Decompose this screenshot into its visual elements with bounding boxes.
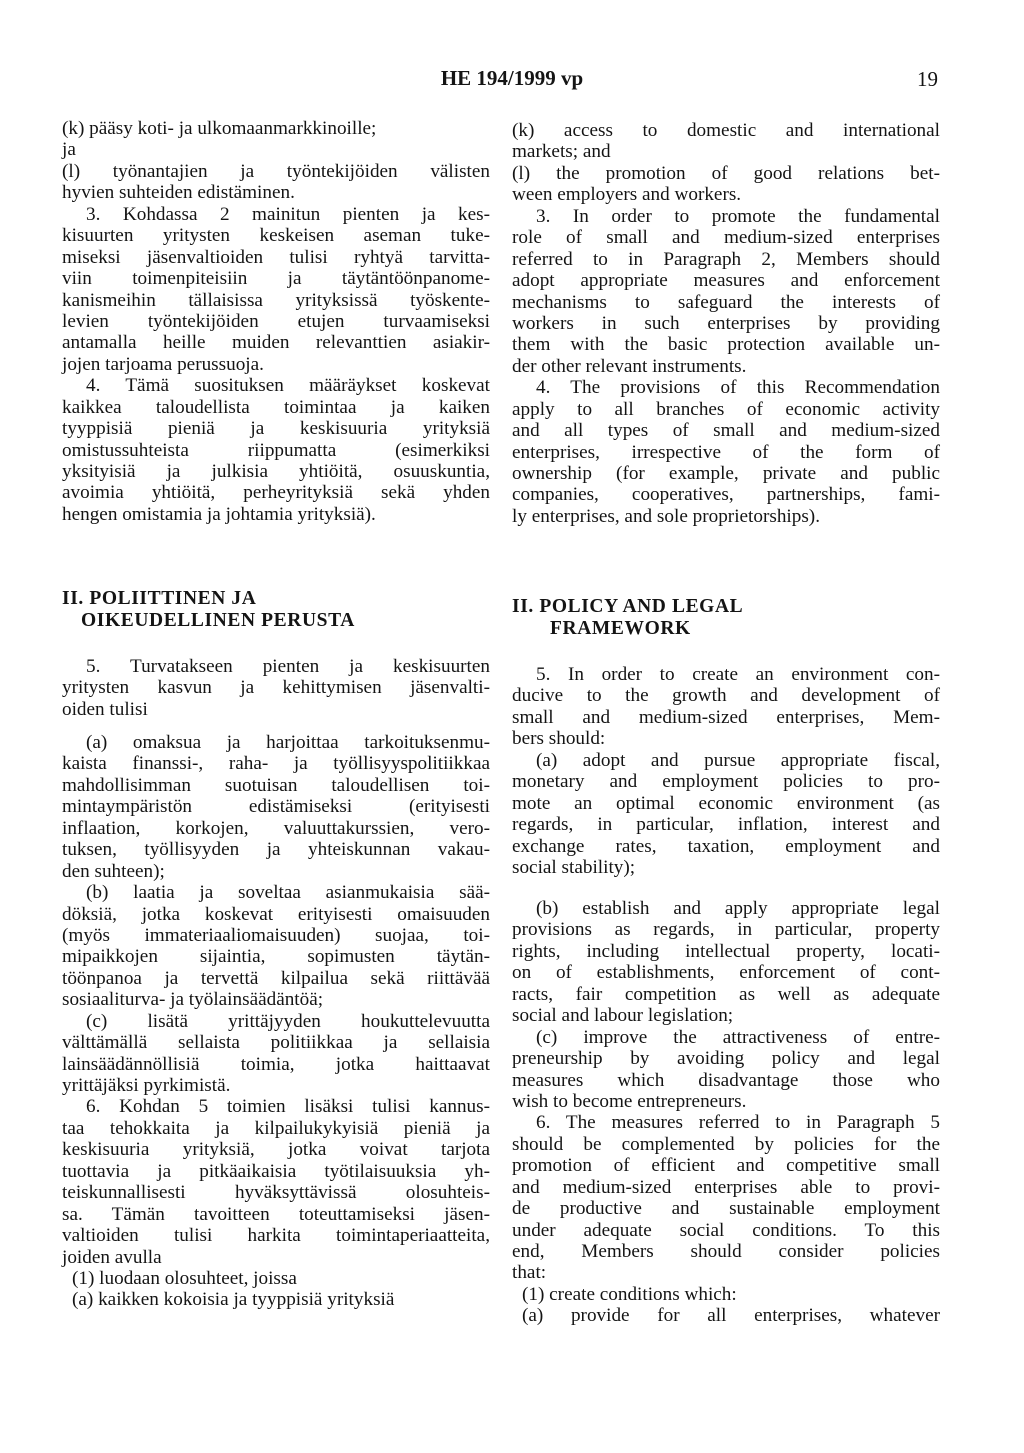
document-title: HE 194/1999 vp bbox=[440, 66, 584, 90]
text-line: taa tehokkaita ja kilpailukykyisiä pieniä ja bbox=[62, 1117, 490, 1139]
text-line: and medium-sized enterprises able to provi- bbox=[512, 1176, 940, 1198]
text-line: monetary and employment policies to pro- bbox=[512, 771, 940, 793]
text-line: keskisuuria yrityksiä, jotka voivat tarjota bbox=[62, 1139, 490, 1161]
text-line: kanismeihin tällaisissa yrityksissä työskente- bbox=[62, 289, 490, 311]
text-line: 6. Kohdan 5 toimien lisäksi tulisi kannus- bbox=[86, 1096, 490, 1118]
text-line: tuksen, työllisyyden ja yhteiskunnan vakau- bbox=[62, 839, 490, 861]
left-text-block-3 bbox=[62, 732, 490, 1311]
left-text-block-1 bbox=[62, 118, 490, 525]
text-line: yksityisiä ja julkisia yhtiöitä, osuuskuntia, bbox=[62, 461, 490, 482]
text-line: 3. In order to promote the fundamental bbox=[536, 205, 940, 227]
text-line: hyvien suhteiden edistäminen. bbox=[62, 182, 295, 204]
text-line: apply to all branches of economic activity bbox=[512, 398, 940, 420]
text-line: 5. In order to create an environment con- bbox=[536, 664, 940, 685]
text-line: mahdollisimman suotuisan taloudellisen toi- bbox=[62, 774, 490, 796]
text-line: 4. The provisions of this Recommendation bbox=[536, 377, 940, 399]
text-line: (a) adopt and pursue appropriate fiscal, bbox=[536, 749, 940, 771]
text-line: regards, in particular, inflation, interest and bbox=[512, 814, 940, 836]
text-line: ducive to the growth and development of bbox=[512, 685, 940, 707]
text-line: tyyppisiä pieniä ja keskisuuria yrityksiä bbox=[62, 418, 490, 440]
text-line: hengen omistamia ja johtamia yrityksiä). bbox=[62, 503, 376, 525]
text-line: (k) pääsy koti- ja ulkomaanmarkkinoille; bbox=[62, 118, 377, 139]
text-line: (l) the promotion of good relations bet- bbox=[512, 162, 940, 184]
text-line: companies, cooperatives, partnerships, fami- bbox=[512, 484, 940, 506]
text-line: (b) laatia ja soveltaa asianmukaisia sää- bbox=[86, 882, 490, 904]
text-line: (c) lisätä yrittäjyyden houkuttelevuutta bbox=[86, 1010, 490, 1032]
text-line: provisions as regards, in particular, property bbox=[512, 919, 940, 941]
text-line: sosiaaliturva- ja työlainsäädäntöä; bbox=[62, 989, 324, 1011]
heading-line: FRAMEWORK bbox=[550, 618, 691, 639]
text-line: should be complemented by policies for the bbox=[512, 1133, 940, 1155]
text-line: döksiä, jotka koskevat erityisesti omaisuuden bbox=[62, 903, 490, 925]
text-line: (1) luodaan olosuhteet, joissa bbox=[72, 1267, 297, 1289]
text-line: preneurship by avoiding policy and legal bbox=[512, 1048, 940, 1070]
text-line: der other relevant instruments. bbox=[512, 355, 747, 377]
heading-line: II. POLIITTINEN JA bbox=[62, 588, 257, 609]
text-line: them with the basic protection available un- bbox=[512, 334, 940, 356]
text-line: (myös immateriaaliomaisuuden) suojaa, toi- bbox=[62, 924, 490, 946]
text-line: 5. Turvatakseen pienten ja keskisuurten bbox=[86, 656, 490, 677]
text-line: small and medium-sized enterprises, Mem- bbox=[512, 706, 940, 728]
text-line: bers should: bbox=[512, 728, 606, 750]
left-section-heading bbox=[62, 588, 490, 632]
left-text-block-2 bbox=[62, 656, 490, 720]
text-line: mechanisms to safeguard the interests of bbox=[512, 291, 940, 313]
text-line: under adequate social conditions. To this bbox=[512, 1219, 940, 1241]
text-line: (a) kaikken kokoisia ja tyyppisiä yrityksiä bbox=[72, 1289, 395, 1311]
text-line: exchange rates, taxation, employment and bbox=[512, 835, 940, 857]
text-line: rights, including intellectual property, locati- bbox=[512, 940, 940, 962]
text-line: wish to become entrepreneurs. bbox=[512, 1090, 747, 1112]
text-line: kaikkea taloudellista toimintaa ja kaiken bbox=[62, 396, 490, 418]
right-text-block-1 bbox=[512, 120, 940, 527]
text-line: on of establishments, enforcement of cont- bbox=[512, 962, 940, 984]
text-line: 4. Tämä suosituksen määräykset koskevat bbox=[86, 375, 490, 397]
text-line: de productive and sustainable employment bbox=[512, 1198, 940, 1220]
text-line: and all types of small and medium-sized bbox=[512, 420, 940, 442]
text-line: kaista finanssi-, raha- ja työllisyyspolitiikkaa bbox=[62, 753, 490, 775]
text-line: yrittäjäksi pyrkimistä. bbox=[62, 1075, 231, 1096]
text-line: mintaympäristön edistämiseksi (erityisesti bbox=[62, 796, 490, 818]
text-line: markets; and bbox=[512, 141, 611, 163]
text-line: workers in such enterprises by providing bbox=[512, 312, 940, 334]
text-line: kisuurten yritysten keskeisen aseman tuke- bbox=[62, 225, 490, 247]
text-line: avoimia yhtiöitä, perheyrityksiä sekä yhden bbox=[62, 482, 490, 504]
page-header bbox=[0, 66, 1024, 96]
text-line: social stability); bbox=[512, 856, 636, 878]
text-line: joiden avulla bbox=[62, 1246, 162, 1268]
text-line: (1) create conditions which: bbox=[522, 1283, 737, 1305]
text-line: oiden tulisi bbox=[62, 698, 148, 720]
text-line: ownership (for example, private and public bbox=[512, 463, 940, 484]
text-line: enterprises, irrespective of the form of bbox=[512, 441, 940, 463]
text-line: role of small and medium-sized enterprises bbox=[512, 227, 940, 249]
text-line: racts, fair competition as well as adequate bbox=[512, 983, 940, 1005]
text-line: 6. The measures referred to in Paragraph 5 bbox=[536, 1112, 940, 1134]
text-line: that: bbox=[512, 1262, 547, 1284]
text-line: antamalla heille muiden relevanttien asiakir- bbox=[62, 332, 490, 354]
text-line: adopt appropriate measures and enforcement bbox=[512, 270, 940, 292]
text-line: (c) improve the attractiveness of entre- bbox=[536, 1026, 940, 1048]
text-line: social and labour legislation; bbox=[512, 1005, 734, 1027]
page-number: 19 bbox=[917, 67, 938, 91]
text-line: välttämällä sellaista politiikkaa ja sellaisia bbox=[62, 1032, 490, 1054]
text-line: lainsäädännöllisiä toimia, jotka haittaavat bbox=[62, 1053, 490, 1075]
text-line: tuottavia ja pitkäaikaisia työtilaisuuksia yh- bbox=[62, 1160, 490, 1182]
text-line: valtioiden tulisi harkita toimintaperiaatteita, bbox=[62, 1225, 490, 1247]
text-line: 3. Kohdassa 2 mainitun pienten ja kes- bbox=[86, 203, 490, 225]
right-text-block-3 bbox=[512, 898, 940, 1327]
text-line: teiskunnallisesti hyväksyttävissä olosuhteis- bbox=[62, 1182, 490, 1204]
text-line: ween employers and workers. bbox=[512, 184, 742, 206]
text-line: promotion of efficient and competitive small bbox=[512, 1155, 940, 1177]
text-line: (k) access to domestic and international bbox=[512, 120, 940, 141]
heading-line: II. POLICY AND LEGAL bbox=[512, 596, 744, 617]
text-line: ly enterprises, and sole proprietorships). bbox=[512, 505, 820, 527]
text-line: (b) establish and apply appropriate legal bbox=[536, 898, 940, 919]
right-section-heading bbox=[512, 596, 940, 640]
right-text-block-2 bbox=[512, 664, 940, 878]
text-line: yritysten kasvun ja kehittymisen jäsenvalti- bbox=[62, 677, 490, 699]
text-line: mipaikkojen sijaintia, sopimusten täytän- bbox=[62, 946, 490, 968]
heading-line: OIKEUDELLINEN PERUSTA bbox=[81, 610, 355, 631]
text-line: measures which disadvantage those who bbox=[512, 1069, 940, 1091]
text-line: ja bbox=[62, 139, 76, 161]
text-line: töönpanoa ja tervettä kilpailua sekä riittävää bbox=[62, 967, 490, 989]
text-line: (a) omaksua ja harjoittaa tarkoituksenmu- bbox=[86, 732, 490, 753]
text-line: end, Members should consider policies bbox=[512, 1241, 940, 1262]
text-line: levien työntekijöiden etujen turvaamiseksi bbox=[62, 310, 490, 332]
text-line: (a) provide for all enterprises, whatever bbox=[522, 1305, 940, 1327]
text-line: inflaation, korkojen, valuuttakurssien, vero- bbox=[62, 817, 490, 839]
text-line: jojen tarjoama perussuoja. bbox=[62, 353, 264, 375]
text-line: referred to in Paragraph 2, Members should bbox=[512, 248, 940, 270]
text-line: den suhteen); bbox=[62, 860, 165, 882]
text-line: omistussuhteista riippumatta (esimerkiksi bbox=[62, 439, 490, 461]
text-line: mote an optimal economic environment (as bbox=[512, 792, 940, 814]
text-line: sa. Tämän tavoitteen toteuttamiseksi jäsen- bbox=[62, 1203, 490, 1225]
text-line: (l) työnantajien ja työntekijöiden välisten bbox=[62, 160, 490, 182]
text-line: miseksi jäsenvaltioiden tulisi ryhtyä tarvitta- bbox=[62, 246, 490, 268]
text-line: viin toimenpiteisiin ja täytäntöönpanome- bbox=[62, 268, 490, 290]
